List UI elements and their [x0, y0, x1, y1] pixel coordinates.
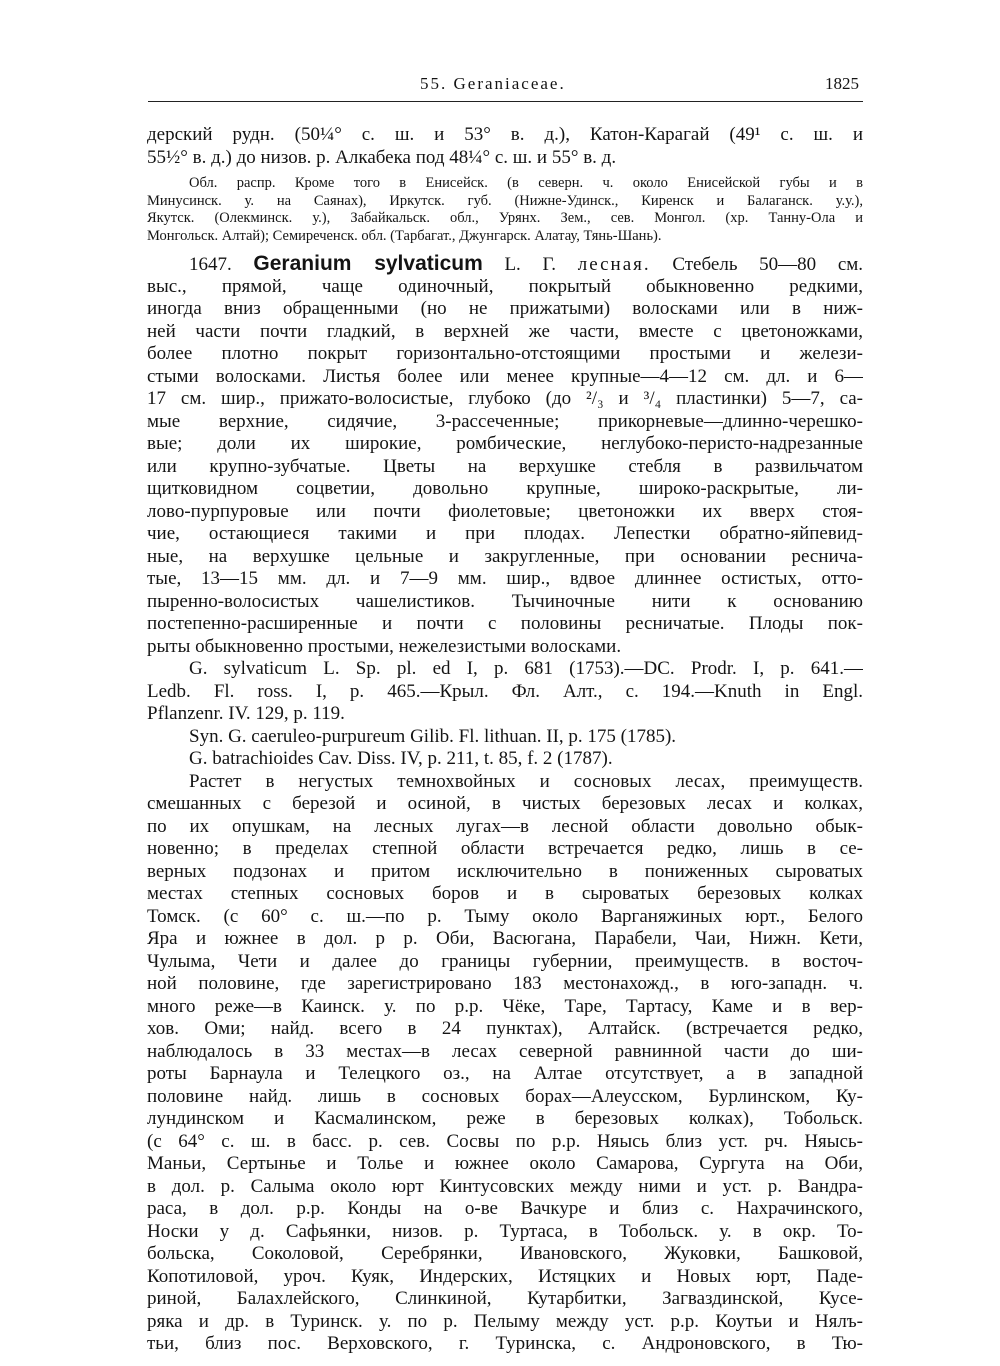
description [147, 276, 863, 659]
text-line: иногда вниз обращенными (но не прижатыми) волосками или в ниж- [147, 298, 863, 319]
text-line: Яра и южнее в дол. р р. Оби, Васюгана, Парабели, Чаи, Нижн. Кети, [147, 928, 863, 949]
text-line: Растет в негустых темнохвойных и сосновых лесах, преимуществ. [189, 770, 863, 792]
text-line: вые; доли их широкие, ромбические, неглубоко-перисто-надрезанные [147, 433, 863, 454]
text-line: лундинском и Касмалинском, реже в березовых колках), Тобольск. [147, 1108, 863, 1129]
text-line: 17 см. шир., прижато-волосистые, глубоко (до ²/₃ и ³/₄ пластинки) 5—7, са- [147, 388, 863, 409]
header-rule [148, 101, 863, 102]
text-line: чие, остающиеся такими и при плодах. Лепестки обратно-яйпевид- [147, 523, 863, 544]
reference-line: G. sylvaticum L. Sp. pl. ed I, p. 681 (1753).—DC. Prodr. I, p. 641.— [189, 658, 863, 679]
synonyms [147, 726, 863, 771]
text-line: ные, на верхушке цельные и закругленные, при основании реснича- [147, 545, 863, 567]
text-line: хов. Оми; найд. всего в 24 пунктах), Алтайск. (встречается редко, [147, 1018, 863, 1039]
text-line: наблюдалось в 33 местах—в лесах северной равнинной части до ши- [147, 1040, 863, 1062]
text-line: Томск. (с 60° с. ш.—по р. Тыму около Варганяжиных юрт., Белого [147, 905, 863, 927]
text-line: мые верхние, сидячие, 3-рассеченные; прикорневые—длинно-черешко- [147, 410, 863, 432]
genus-abbr: Г. [542, 254, 557, 275]
note-line: Обл. распр. Кроме того в Енисейск. (в северн. ч. около Енисейской губы и в [189, 175, 863, 191]
page-body [147, 124, 863, 1356]
text-line: риной, Балахлейского, Слинкиной, Кутарбитки, Загваздинской, Кусе- [147, 1288, 863, 1309]
text-line: лово-пурпуровые или почти фиолетовые; цветоножки их вверх стоя- [147, 500, 863, 522]
text-line: половине найд. лишь в сосновых борах—Алеусском, Бурлинском, Ку- [147, 1085, 863, 1107]
text-line: новенно; в пределах степной области встречается редко, лишь в се- [147, 838, 863, 859]
description-start: Стебель 50—80 см. [672, 254, 863, 275]
species-name: Geranium sylvaticum [253, 253, 483, 275]
species-author: L. [504, 254, 521, 275]
text-line: много реже—в Каинск. у. по р.р. Чёке, Таре, Тартасу, Каме и в вер- [147, 995, 863, 1017]
page-number: 1825 [825, 74, 859, 93]
text-line: Копотиловой, уроч. Куяк, Индерских, Истяцких и Новых юрт, Паде- [147, 1265, 863, 1287]
text-line: ряка и др. в Туринск. у. по р. Пелыму между уст. р.р. Коутьи и Нялъ- [147, 1310, 863, 1332]
habitat [147, 771, 863, 1356]
text-line: больска, Соколовой, Серебрянки, Ивановского, Жуковки, Башковой, [147, 1243, 863, 1264]
page-header [148, 68, 863, 102]
text-line: рыты обыкновенно простыми, нежелезистыми волосками. [147, 635, 622, 657]
text-line: Чулыма, Чети и далее до границы губернии, преимуществ. в восточ- [147, 950, 863, 972]
synonym-line: G. batrachioides Cav. Diss. IV, p. 211, t. 85, f. 2 (1787). [189, 748, 613, 769]
text-line: дерский рудн. (50¼° с. ш. и 53° в. д.), Катон-Карагай (49¹ с. ш. и [147, 124, 863, 145]
text-line: тые, 13—15 мм. дл. и 7—9 мм. шир., вдвое длиннее остистых, отто- [147, 568, 863, 589]
reference-line: Pflanzenr. IV. 129, p. 119. [147, 703, 345, 724]
family-title: 55. Geraniaceae. [420, 74, 566, 93]
text-line: более плотно покрыт горизонтально-отстоящими простыми и желези- [147, 343, 863, 364]
distribution-note [147, 175, 863, 245]
note-line: Минусинск. у. на Саянах), Иркутск. губ. (Нижне-Удинск., Киренск и Балаганск. у.у.), [147, 192, 863, 209]
text-line: постепенно-расширенные и почти с половины ресничатые. Плоды пок- [147, 613, 863, 634]
text-line: ной половине, где зарегистрировано 183 местонахожд., в юго-западн. ч. [147, 973, 863, 994]
text-line: в дол. р. Салыма около юрт Кинтусовских между ними и уст. р. Вандра- [147, 1175, 863, 1197]
text-line: щитковидном соцветии, довольно крупные, широко-раскрытые, ли- [147, 478, 863, 499]
text-line: ней части почти гладкий, в верхней же части, вместе с цветоножками, [147, 320, 863, 342]
synonym-line: Syn. G. caeruleo-purpureum Gilib. Fl. lithuan. II, p. 175 (1785). [189, 725, 677, 747]
text-line: Маньи, Сертынье и Толье и южнее около Самарова, Сургута на Оби, [147, 1153, 863, 1174]
entry-number: 1647. [189, 254, 232, 275]
russian-name: лесная. [577, 254, 651, 275]
note-line: Монгольск. Алтай); Семиреченск. обл. (Тарбагат., Джунгарск. Алатау, Тянь-Шань). [147, 227, 662, 244]
text-line: выс., прямой, чаще одиночный, покрытый обыкновенно редкими, [147, 275, 863, 297]
text-line: стыми волосками. Листья более или менее крупные—4—12 см. дл. и 6— [147, 365, 863, 387]
species-heading [147, 253, 863, 276]
text-line: 55½° в. д.) до низов. р. Алкабека под 48¼° с. ш. и 55° в. д. [147, 146, 617, 168]
note-line: Якутск. (Олекминск. у.), Забайкальск. обл., Урянх. Зем., сев. Монгол. (хр. Танну-Ола и [147, 210, 863, 226]
text-line: роты Барнаула и Телецкого оз., на Алтае отсутствует, а в западной [147, 1063, 863, 1084]
text-line: смешанных с березой и осиной, в чистых березовых лесах и колках, [147, 793, 863, 814]
text-line: местах степных сосновых боров и в сыроватых березовых колках [147, 883, 863, 904]
text-line: тьи, близ пос. Верховского, г. Туринска, с. Андроновского, в Тю- [147, 1333, 863, 1354]
text-line: раса, в дол. р.р. Конды на о-ве Вачкуре и близ с. Нахрачинского, [147, 1198, 863, 1219]
text-line: (с 64° с. ш. в басс. р. сев. Сосвы по р.р. Няысь близ уст. рч. Няысь- [147, 1130, 863, 1152]
text-line: или крупно-зубчатые. Цветы на верхушке стебля в развильчатом [147, 455, 863, 477]
reference-line: Ledb. Fl. ross. I, p. 465.—Крыл. Фл. Алт., с. 194.—Knuth in Engl. [147, 680, 863, 702]
references [147, 658, 863, 726]
text-line: верных подзонах и притом исключительно в пониженных сыроватых [147, 860, 863, 882]
text-line: Носки у д. Сафьянки, низов. р. Туртаса, в Тобольск. у. в окр. То- [147, 1220, 863, 1242]
text-line: по их опушкам, на лесных лугах—в лесной области довольно обык- [147, 815, 863, 837]
text-line: пыренно-волосистых чашелистиков. Тычиночные нити к основанию [147, 590, 863, 612]
